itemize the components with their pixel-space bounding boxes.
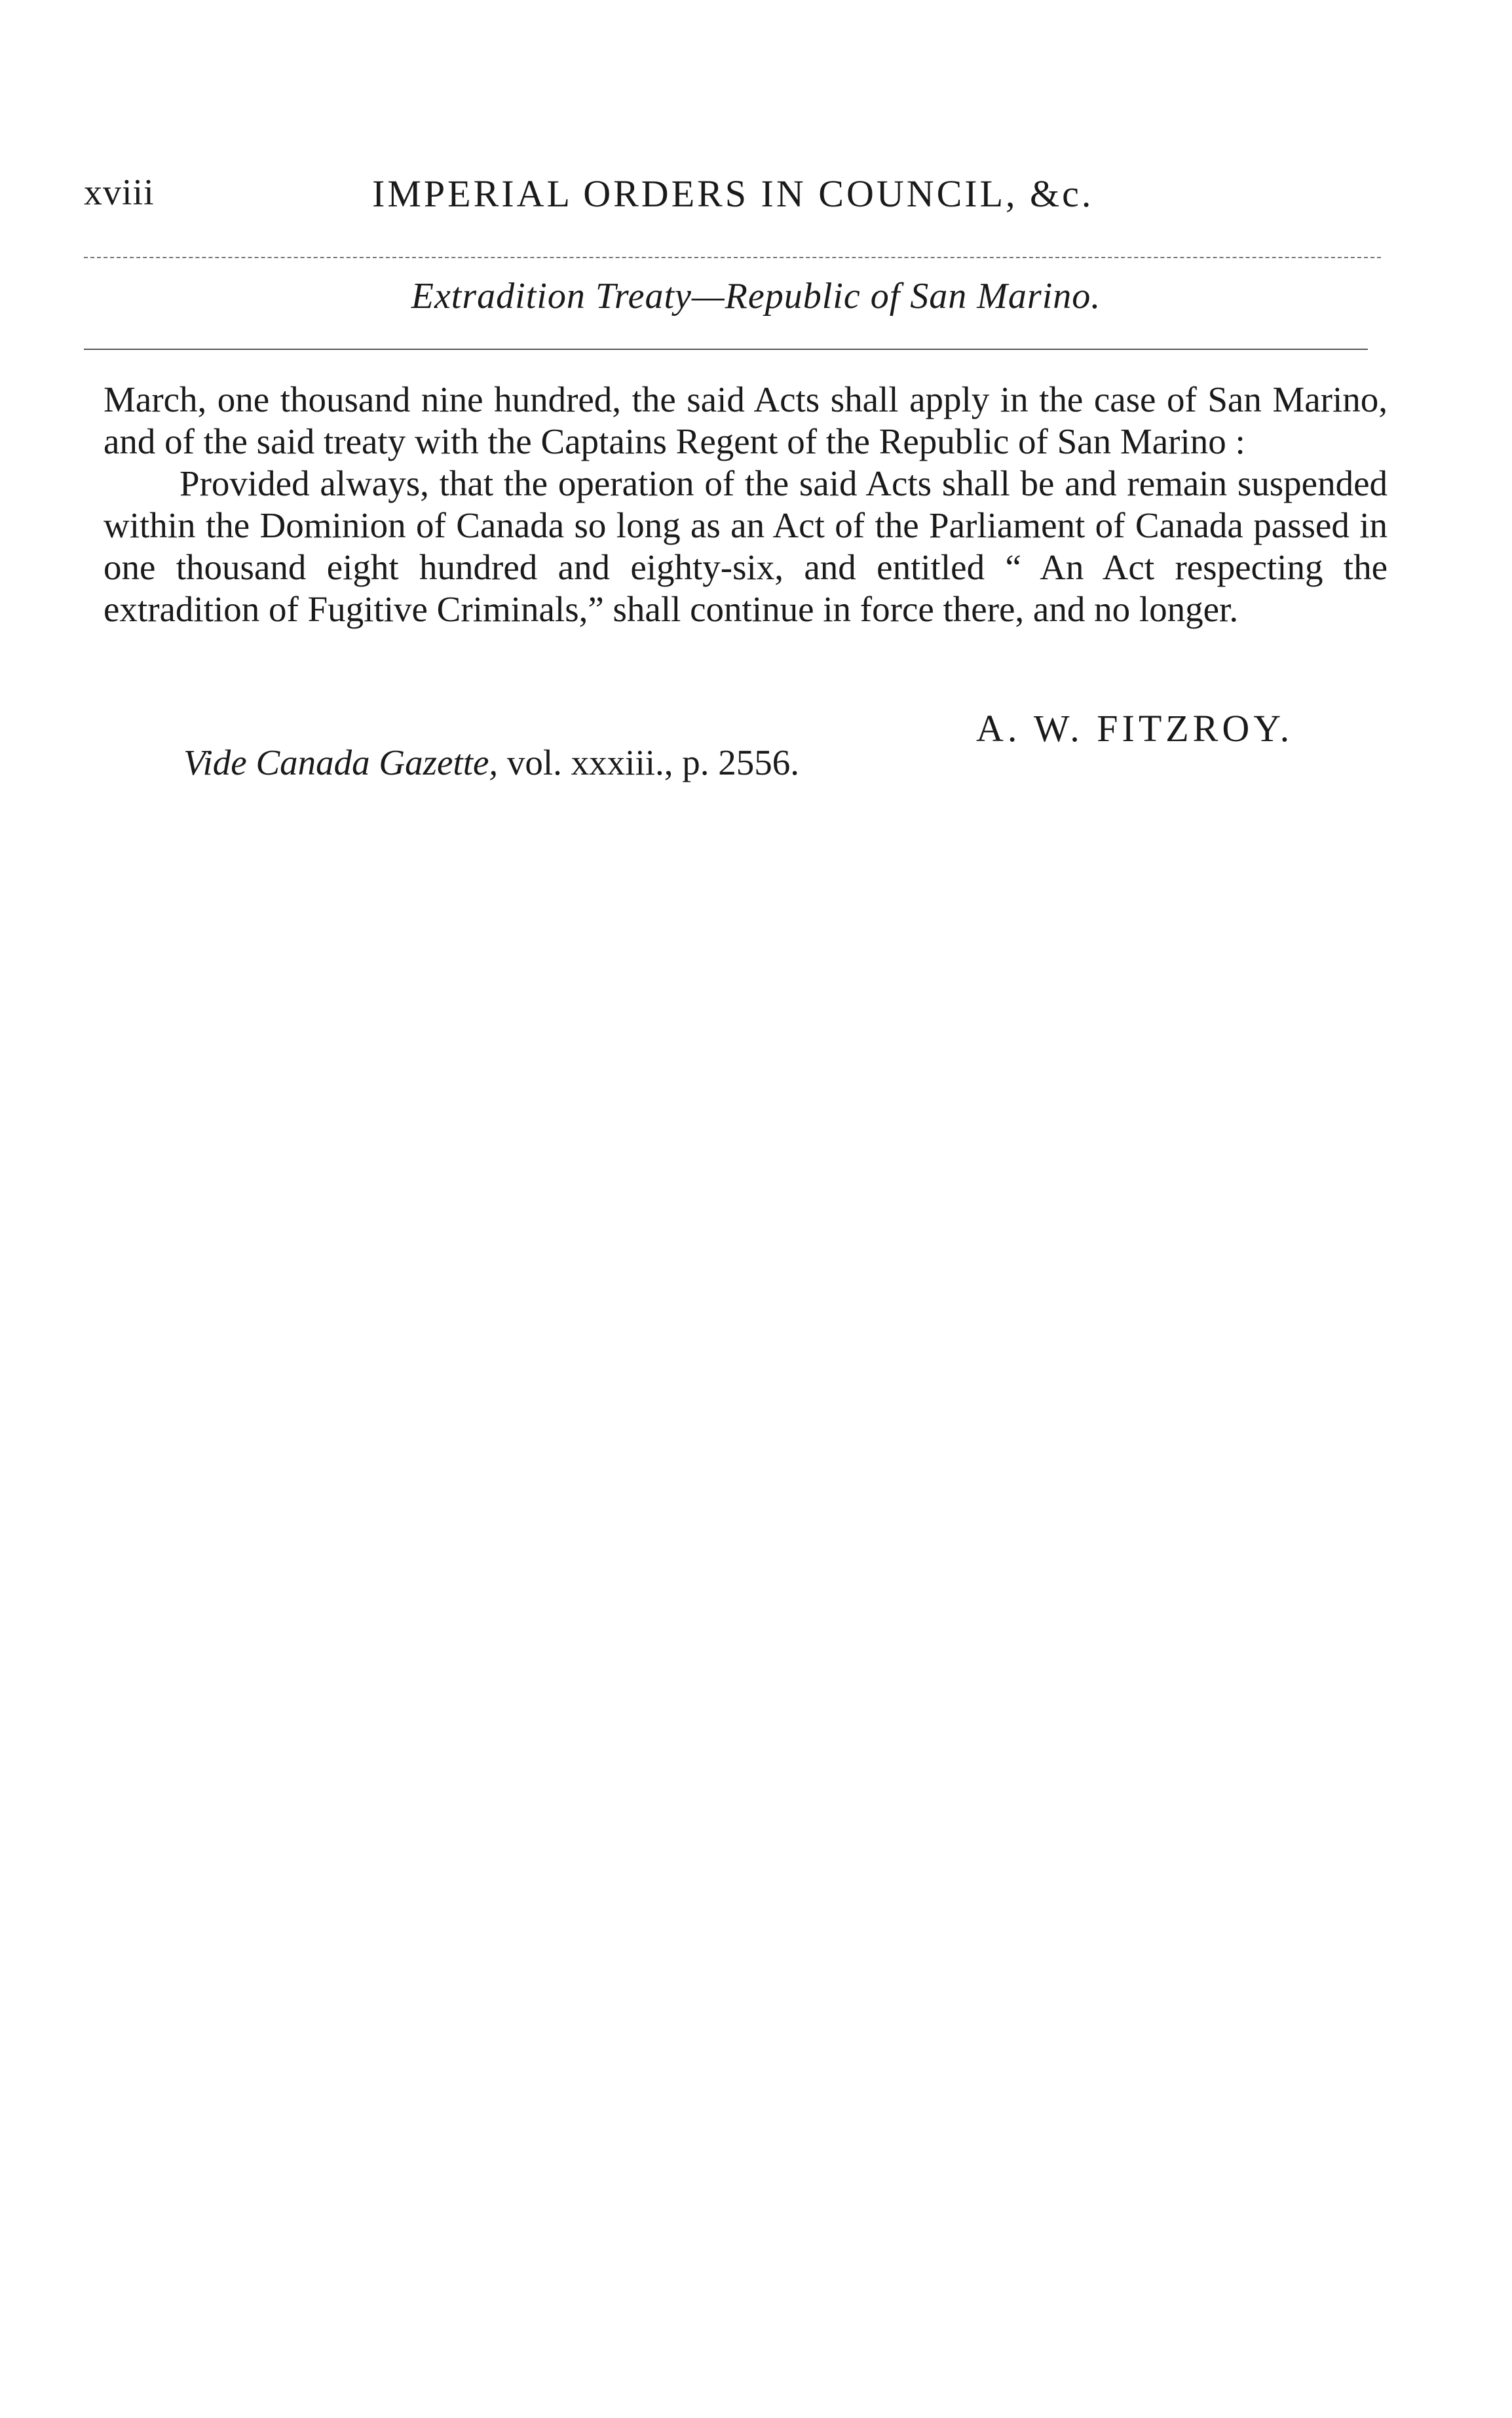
subtitle-rule	[84, 349, 1368, 350]
signature: A. W. FITZROY.	[976, 707, 1294, 750]
body-text	[104, 379, 1388, 630]
reference-source: Vide Canada Gazette,	[183, 742, 499, 782]
paragraph-1: March, one thousand nine hundred, the said Acts shall apply in the case of San Marino, and of the said treaty with the Captains Regent of the Republic of San Marino :	[104, 379, 1388, 461]
reference-volume: vol. xxxiii., p. 2556.	[506, 742, 800, 782]
header-rule	[84, 257, 1381, 258]
running-title: IMPERIAL ORDERS IN COUNCIL, &c.	[372, 172, 1094, 215]
paragraph-2: Provided always, that the operation of the said Acts shall be and remain suspended within the Dominion of Canada so long as an Act of the Parliament of Canada passed in one thousand eight hundred and eighty-six, and entitled “ An Act respecting the extradition of Fugitive Criminals,” shall continue in force there, and no longer.	[104, 463, 1388, 629]
running-head	[84, 172, 1381, 224]
section-subtitle: Extradition Treaty—Republic of San Marino.	[411, 276, 1101, 317]
gazette-reference	[183, 742, 799, 783]
page-number: xviii	[84, 172, 155, 213]
